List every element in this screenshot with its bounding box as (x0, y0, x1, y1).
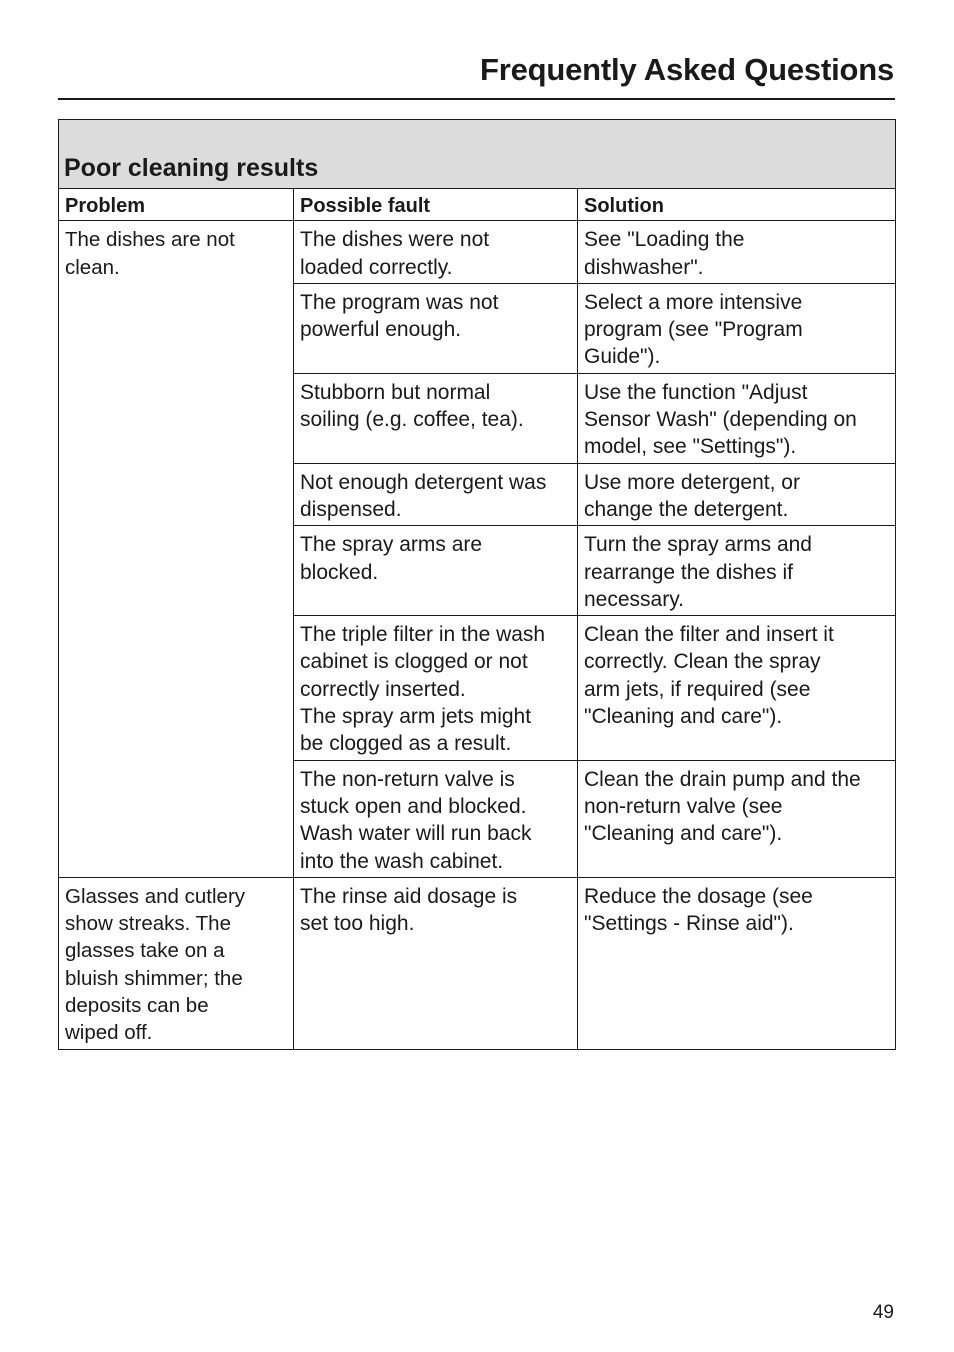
fault-cell: The triple filter in the wash cabinet is clogged or not correctly inserted. The spray arm jets might be clogged as a result. (294, 616, 578, 760)
fault-cell: The dishes were not loaded correctly. (294, 221, 578, 284)
fault-cell: The spray arms are blocked. (294, 526, 578, 616)
fault-cell: Stubborn but normal soiling (e.g. coffee, tea). (294, 373, 578, 463)
table-row (59, 221, 896, 284)
section-header-row (59, 120, 896, 189)
table-row (59, 877, 896, 1049)
fault-cell: Not enough detergent was dispensed. (294, 463, 578, 526)
column-header-solution: Solution (578, 189, 896, 221)
solution-cell: Select a more intensive program (see "Program Guide"). (578, 283, 896, 373)
column-header-row (59, 189, 896, 221)
page-number: 49 (872, 1302, 894, 1323)
section-header-cell (59, 120, 896, 189)
column-header-problem: Problem (59, 189, 294, 221)
title-divider (58, 98, 895, 100)
problem-cell: Glasses and cutlery show streaks. The glasses take on a bluish shimmer; the deposits can be wiped off. (59, 877, 294, 1049)
solution-cell: Clean the drain pump and the non-return valve (see "Cleaning and care"). (578, 760, 896, 877)
problem-cell: The dishes are not clean. (59, 221, 294, 878)
page-title: Frequently Asked Questions (480, 52, 894, 87)
solution-cell: Turn the spray arms and rearrange the dishes if necessary. (578, 526, 896, 616)
solution-cell: Clean the filter and insert it correctly. Clean the spray arm jets, if required (see "Cleaning and care"). (578, 616, 896, 760)
faq-table (58, 119, 896, 1050)
solution-cell: Use more detergent, or change the detergent. (578, 463, 896, 526)
solution-cell: Use the function "Adjust Sensor Wash" (depending on model, see "Settings"). (578, 373, 896, 463)
section-heading: Poor cleaning results (64, 153, 319, 182)
solution-cell: See "Loading the dishwasher". (578, 221, 896, 284)
solution-cell: Reduce the dosage (see "Settings - Rinse aid"). (578, 877, 896, 1049)
fault-cell: The rinse aid dosage is set too high. (294, 877, 578, 1049)
fault-cell: The non-return valve is stuck open and blocked. Wash water will run back into the wash cabinet. (294, 760, 578, 877)
fault-cell: The program was not powerful enough. (294, 283, 578, 373)
column-header-fault: Possible fault (294, 189, 578, 221)
